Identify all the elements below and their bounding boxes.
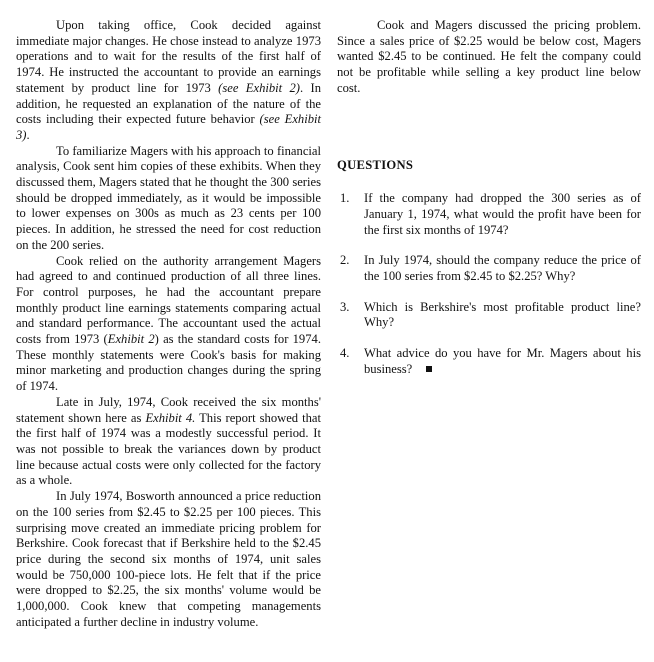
paragraph-text: ( [103, 332, 108, 347]
paragraph-pricing-discussion: Cook and Magers discussed the pricing problem. Since a sales price of $2.25 would be below cost, Magers wanted $2.45 to be continued. He felt the company could not be profitable while selling a key product line below cost. [337, 18, 641, 95]
paragraph-text: Late in July, 1974, Cook received the six months' statement shown here as [16, 394, 321, 425]
paragraph-authority-arrangement [16, 254, 321, 395]
end-of-section-square-icon [426, 366, 432, 372]
questions-heading: QUESTIONS [337, 157, 414, 172]
question-number: 1. [340, 191, 350, 206]
question-number: 2. [340, 253, 350, 268]
right-column [337, 18, 641, 393]
paragraph-text: . In addition, he requested an explanation of the nature of the costs including their expected future behavior [16, 80, 322, 127]
exhibit-2-reference: Exhibit 2 [107, 332, 155, 347]
questions-list [337, 191, 641, 377]
paragraph-cook-analysis [16, 18, 321, 144]
question-text: In July 1974, should the company reduce the price of the 100 series from $2.45 to $2.25? Why? [364, 253, 641, 284]
question-item [337, 253, 641, 284]
left-column [16, 18, 321, 630]
question-item [337, 191, 641, 238]
question-item [337, 300, 641, 331]
question-number: 3. [340, 299, 350, 314]
paragraph-text: Cook relied on the authority arrangement Magers had agreed to and continued production of all three lines. For control purposes, he had the accountant prepare monthly product line earnings statements comparing actual and standard performance. The accountant used the actual costs from 1973 [16, 253, 321, 347]
question-text: What advice do you have for Mr. Magers about his business? [364, 346, 641, 376]
paragraph-text: . [26, 127, 30, 142]
paragraph-six-months-statement [16, 395, 321, 489]
question-item [337, 346, 641, 377]
exhibit-4-reference: Exhibit 4. [145, 410, 196, 425]
paragraph-bosworth-price-reduction: In July 1974, Bosworth announced a price reduction on the 100 series from $2.45 to $2.25 per 100 pieces. This surprising move created an immediate pricing problem for Berkshire. Cook forecast that if Berkshire held to the $2.45 price during the second six months of 1974, unit sales would be 750,000 100-piece lots. He felt that if the price were dropped to $2.25, the six months' volume would be 1,000,000. Cook knew that competing managements anticipated a further decline in industry volume. [16, 489, 321, 629]
paragraph-text: Upon taking office, Cook decided against immediate major changes. He chose instead to analyze 1973 operations and to wait for the results of the first half of 1974. He instructed the accountant to provide an earnings statement by product line for 1973 [16, 18, 321, 95]
exhibit-3-reference: (see Exhibit 3) [16, 112, 321, 142]
question-text: Which is Berkshire's most profitable product line? Why? [364, 299, 641, 330]
question-number: 4. [340, 346, 350, 361]
paragraph-text: This report showed that the first half of 1974 was a modestly successful period. It was not possible to break the variances down by product line because actual costs were only collected for the factory as a whole. [16, 410, 322, 488]
paragraph-text: ) as the standard costs for 1974. These monthly statements were Cook's basis for making minor marketing and production changes during the spring of 1974. [16, 332, 321, 394]
exhibit-2-reference: (see Exhibit 2) [218, 80, 301, 95]
paragraph-magers-approach: To familiarize Magers with his approach to financial analysis, Cook sent him copies of these exhibits. When they discussed them, Magers stated that he thought the 300 series should be dropped immediately, as it would be impossible to lower expenses on 300s as much as 23 cents per 100 pieces. In addition, he stressed the need for cost reduction on the 200 series. [16, 143, 321, 252]
question-text: If the company had dropped the 300 series as of January 1, 1974, what would the profit have been for the first six months of 1974? [364, 191, 641, 237]
